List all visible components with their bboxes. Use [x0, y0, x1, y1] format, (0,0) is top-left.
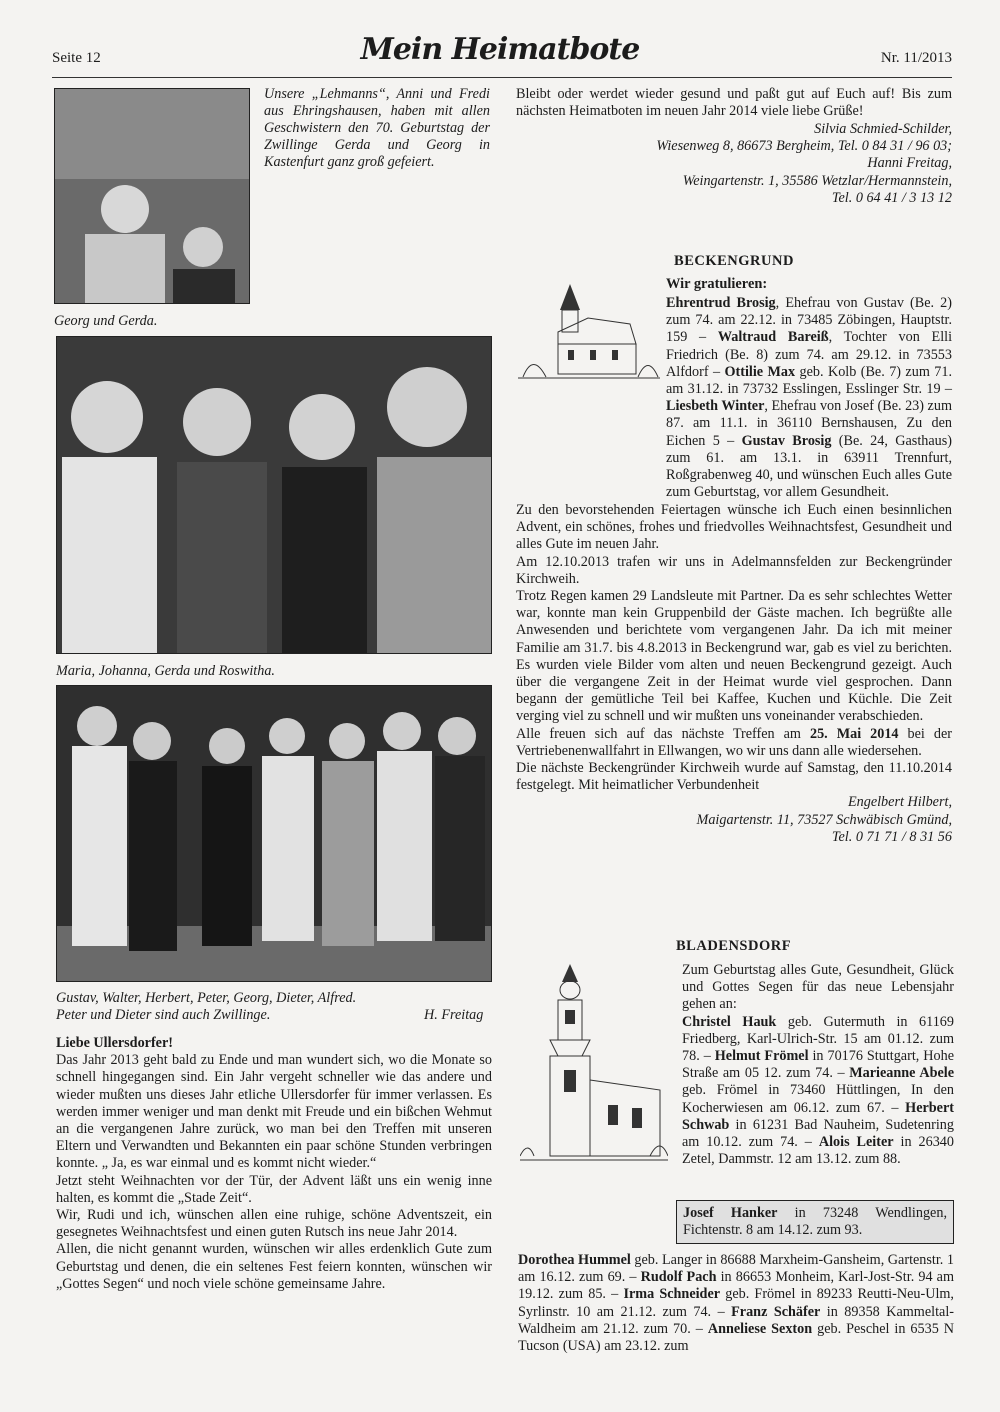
- sig1-line1: Silvia Schmied-Schilder,: [814, 121, 952, 137]
- name-liesbeth-winter: Liesbeth Winter: [666, 398, 765, 415]
- name-herbert-schwab: Herbert Schwab: [682, 1099, 954, 1133]
- birthday-list-bladensdorf: [682, 1014, 954, 1169]
- signature-block-2: [516, 794, 952, 846]
- letter-paragraph-1: Das Jahr 2013 geht bald zu Ende und man wundert sich, wo die Monate so schnell hingegangen sind. Ein Jahr vergeht schneller wie das andere und wieder mußten uns dieses Jahr etliche Ullersdorfer für immer verlassen. Es werden immer weniger und man denkt mit Freude und ein bißchen Wehmut an die vergangenen Jahre zurück, wo man bei den Treffen mit unseren Eltern und Verwandten und Bekannten ein paar schöne Stunden verbringen konnte. „ Ja, es war einmal und es kommt nicht wieder.“: [56, 1052, 492, 1172]
- bladensdorf-body: [682, 962, 954, 1168]
- name-marieanne-abele: Marieanne Abele: [849, 1065, 954, 1082]
- photo-seven-men: [56, 685, 492, 982]
- beck-p5-date: 25. Mai 2014: [809, 725, 899, 742]
- issue-number: Nr. 11/2013: [880, 50, 952, 66]
- blad-text-4: in 61231 Bad Nauheim, Sudetenring am 10.12. zum 74. –: [682, 1116, 954, 1151]
- name-irma-schneider: Irma Schneider: [623, 1286, 721, 1303]
- blad-text-3: geb. Frömel in 73460 Hüttlingen, In den Kocherwiesen am 06.12. zum 67. –: [682, 1082, 954, 1116]
- photo-georg-gerda: [54, 88, 250, 304]
- highlight-box-josef-hanker: [676, 1200, 954, 1244]
- end-text-1: geb. Langer in 86688 Marxheim-Gansheim, Gartenstr. 1 am 16.12. zum 69. –: [518, 1252, 955, 1286]
- caption-four-women: Maria, Johanna, Gerda und Roswitha.: [56, 663, 275, 679]
- page-number: Seite 12: [52, 50, 101, 66]
- box-text: in 73248 Wendlingen, Fichtenstr. 8 am 14.12. zum 93.: [683, 1205, 947, 1239]
- name-franz-schaefer: Franz Schäfer: [731, 1303, 821, 1320]
- caption-lehmanns: Unsere „Lehmanns“, Anni und Fredi aus Ehringshausen, haben mit allen Geschwistern den 70. Geburtstag der Zwillinge Gerda und Georg in Kastenfurt ganz groß gefeiert.: [264, 86, 490, 170]
- name-ottilie-max: Ottilie Max: [724, 363, 796, 380]
- photo-four-women: [56, 336, 492, 654]
- name-gustav-brosig: Gustav Brosig: [741, 432, 832, 449]
- end-text-5: geb. Peschel in 6535 N Tucson (USA) am 23.12. zum: [518, 1320, 955, 1355]
- letter-paragraph-4: Allen, die nicht genannt wurden, wünschen wir alles erdenklich Gute zum Geburtstag und denen, die ein seltenes Fest feiern konnten, wünschen wir „Gottes Segen“ und noch viele schöne gemeinsame Jahre.: [56, 1241, 492, 1292]
- section-title-beckengrund: BECKENGRUND: [674, 253, 794, 269]
- name-christel-hauk: Christel Hauk: [682, 1013, 777, 1030]
- blad-text-5: in 26340 Zetel, Dammstr. 12 am 13.12. zum 88.: [682, 1134, 954, 1168]
- end-text-4: in 89358 Kammeltal-Waldheim am 21.12. zum 70. –: [518, 1303, 954, 1337]
- name-alois-leiter: Alois Leiter: [818, 1134, 894, 1151]
- caption-georg-gerda: Georg und Gerda.: [54, 313, 158, 329]
- name-rudolf-pach: Rudolf Pach: [640, 1269, 717, 1286]
- birthday-list-beckengrund: [666, 295, 952, 501]
- name-ehrentrud-brosig: Ehrentrud Brosig: [666, 295, 776, 311]
- sig2-line2: Maigartenstr. 11, 73527 Schwäbisch Gmünd,: [696, 811, 952, 828]
- greeting-heading: Wir gratulieren:: [666, 276, 768, 292]
- name-dorothea-hummel: Dorothea Hummel: [518, 1252, 631, 1268]
- letter-heading: Liebe Ullersdorfer!: [56, 1035, 174, 1051]
- sig2-line1: Engelbert Hilbert,: [847, 794, 952, 811]
- sig1-line2: Wiesenweg 8, 86673 Bergheim, Tel. 0 84 31 / 96 03;: [656, 138, 952, 155]
- sig2-line3: Tel. 0 71 71 / 8 31 56: [831, 828, 952, 845]
- photo-four-women-image: [57, 337, 491, 653]
- sig1-line4: Weingartenstr. 1, 35586 Wetzlar/Hermannstein,: [682, 172, 952, 189]
- birthday-list-continued: [518, 1252, 954, 1355]
- beck-paragraph-5: [516, 726, 952, 760]
- beck-text-2: , Tochter von Elli Friedrich (Be. 8) zum 74. am 29.12. in 73553 Alfdorf –: [666, 329, 953, 380]
- photo-credit: H. Freitag: [424, 1007, 484, 1023]
- beck-text-4: , Ehefrau von Josef (Be. 23) zum 87. am 11.1. in 36110 Bernshausen, Zu den Eichen 5 –: [666, 398, 952, 449]
- bladensdorf-intro: Zum Geburtstag alles Gute, Gesundheit, Glück und Gottes Segen für das neue Lebensjahr gehen an:: [682, 962, 954, 1013]
- header-rule: [52, 77, 952, 78]
- photo-georg-gerda-image: [55, 89, 249, 303]
- beck-paragraph-6: Die nächste Beckengründer Kirchweih wurde auf Samstag, den 11.10.2014 festgelegt. Mit heimatlicher Verbundenheit: [516, 760, 952, 794]
- sig1-line5: Tel. 0 64 41 / 3 13 12: [831, 189, 952, 206]
- beck-p5-a: Alle freuen sich auf das nächste Treffen am: [516, 725, 810, 742]
- blad-text-2: in 70176 Stuttgart, Hohe Straße am 05 12. zum 74. –: [682, 1048, 955, 1082]
- bladensdorf-continued: [518, 1252, 954, 1355]
- section-title-bladensdorf: BLADENSDORF: [676, 938, 792, 954]
- letter-paragraph-2: Jetzt steht Weihnachten vor der Tür, der Advent läßt uns ein wenig inne halten, es kommt die „Stade Zeit“.: [56, 1172, 492, 1206]
- caption-seven-men-2: Peter und Dieter sind auch Zwillinge.: [56, 1007, 271, 1023]
- name-waltraud-bareiss: Waltraud Bareiß: [717, 329, 829, 346]
- beck-p5-c: bei der Vertriebenenwallfahrt in Ellwangen, wo wir uns dann alle wiedersehen.: [516, 725, 952, 759]
- beck-text-5: (Be. 24, Gasthaus) zum 61. am 13.1. in 63911 Trennfurt, Roßgrabenweg 40, und wünschen Euch alles Gute zum Geburtstag, vor allem Gesundheit.: [666, 432, 952, 501]
- intro-text: Bleibt oder werdet wieder gesund und paßt gut auf Euch auf! Bis zum nächsten Heimatboten im neuen Jahr 2014 viele liebe Grüße!: [516, 86, 952, 120]
- letter-paragraph-3: Wir, Rudi und ich, wünschen allen eine ruhige, schöne Adventszeit, ein gesegnetes Weihnachtsfest und einen guten Rutsch ins neue Jahr 2014.: [56, 1207, 492, 1241]
- signature-block-1: [516, 121, 952, 207]
- name-josef-hanker: Josef Hanker: [683, 1205, 778, 1221]
- beck-text-3: geb. Kolb (Be. 7) zum 71. am 31.12. in 73732 Esslingen, Esslinger Str. 19 –: [666, 363, 953, 398]
- caption-seven-men-1: Gustav, Walter, Herbert, Peter, Georg, Dieter, Alfred.: [56, 990, 357, 1006]
- blad-text-1: geb. Gutermuth in 61169 Friedberg, Karl-Ulrich-Str. 15 am 01.12. zum 78. –: [682, 1013, 954, 1065]
- name-helmut-froemel: Helmut Frömel: [714, 1048, 809, 1065]
- sig1-line3: Hanni Freitag,: [867, 155, 952, 172]
- end-text-2: in 86653 Monheim, Karl-Jost-Str. 94 am 19.12. zum 85. –: [518, 1269, 954, 1303]
- beck-paragraph-2: Zu den bevorstehenden Feiertagen wünsche ich Euch einen besinnlichen Advent, ein schönes, frohes und friedvolles Weihnachtsfest, Gesundheit und alles Gute im neuen Jahr.: [516, 502, 952, 553]
- name-anneliese-sexton: Anneliese Sexton: [707, 1320, 813, 1337]
- letter-ullersdorfer: [56, 1035, 492, 1293]
- beck-paragraph-3: Am 12.10.2013 trafen wir uns in Adelmannsfelden zur Beckengründer Kirchweih.: [516, 553, 952, 587]
- end-text-3: geb. Frömel in 89233 Reutti-Neu-Ulm, Syrlinstr. 10 am 21.12. zum 74. –: [518, 1286, 954, 1320]
- beck-text-1: , Ehefrau von Gustav (Be. 2) zum 74. am 22.12. in 73485 Zöbingen, Hauptstr. 159 –: [666, 295, 952, 346]
- photo-seven-men-image: [57, 686, 491, 981]
- church-bladensdorf-illustration: [520, 960, 668, 1166]
- beckengrund-report: [516, 502, 952, 846]
- beckengrund-body: [516, 295, 952, 501]
- beck-paragraph-4: Trotz Regen kamen 29 Landsleute mit Partner. Da es sehr schlechtes Wetter war, konnte man kein Gruppenbild der Gäste machen. Ich begrüßte alle Anwesenden und berichtete vom vergangenen Jahr. Da ich mit meiner Familie am 31.7. bis 4.8.2013 in Beckengrund war, gab es viel zu berichten. Es wurden viele Bilder vom alten und neuen Beckengrund gezeigt. Auch über die vergangene Zeit in der Heimat wurde viel gesprochen. Dann begann der gemütliche Teil bei Kaffee, Kuchen und Küchle. Die Zeit verging viel zu schnell und wir mußten uns voneinander verabschieden.: [516, 588, 952, 725]
- masthead-title: Mein Heimatbote: [360, 32, 640, 67]
